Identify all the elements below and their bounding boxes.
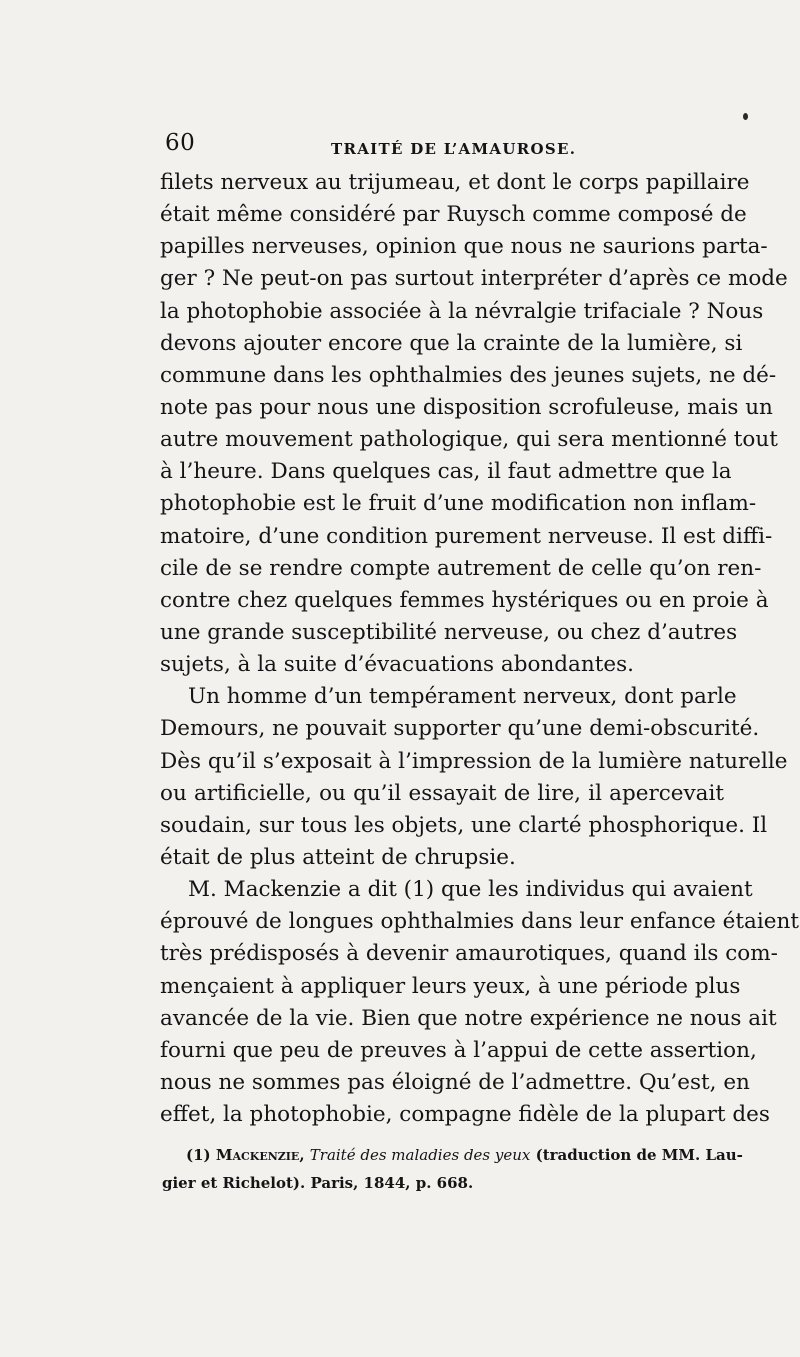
running-title: TRAITÉ DE L’AMAUROSE. — [331, 140, 577, 158]
text-line: Dès qu’il s’exposait à l’impression de la lumière naturelle — [160, 748, 788, 774]
footnote-author: Mackenzie — [215, 1146, 300, 1164]
text-line: éprouvé de longues ophthalmies dans leur enfance étaient — [160, 909, 799, 935]
footnote-line: gier et Richelot). Paris, 1844, p. 668. — [162, 1174, 474, 1192]
body-text — [160, 167, 799, 1131]
page-header — [165, 130, 725, 164]
text-line: était même considéré par Ruysch comme composé de — [160, 202, 747, 228]
text-line: matoire, d’une condition purement nerveuse. Il est diffi- — [160, 523, 773, 549]
text-line: effet, la photophobie, compagne fidèle de la plupart des — [160, 1102, 770, 1128]
paragraph-end-line: sujets, à la suite d’évacuations abondantes. — [160, 652, 634, 678]
text-line: contre chez quelques femmes hystériques ou en proie à — [160, 587, 769, 613]
footnote-separator: , — [299, 1146, 310, 1164]
text-line: papilles nerveuses, opinion que nous ne saurions parta- — [160, 234, 768, 260]
text-line: très prédisposés à devenir amaurotiques, quand ils com- — [160, 941, 778, 967]
text-line: mençaient à appliquer leurs yeux, à une période plus — [160, 973, 741, 999]
footnote-title: Traité des maladies des yeux — [309, 1146, 531, 1164]
text-line: à l’heure. Dans quelques cas, il faut admettre que la — [160, 459, 732, 485]
paragraph-end-line: était de plus atteint de chrupsie. — [160, 844, 516, 870]
text-line: fourni que peu de preuves à l’appui de cette assertion, — [160, 1037, 757, 1063]
text-line: ger ? Ne peut-on pas surtout interpréter d’après ce mode — [160, 266, 788, 292]
text-line: soudain, sur tous les objets, une clarté phosphorique. Il — [160, 812, 768, 838]
text-line: Demours, ne pouvait supporter qu’une demi-obscurité. — [160, 716, 760, 742]
footnote-details: (traduction de MM. Lau- — [530, 1146, 743, 1164]
text-line: photophobie est le fruit d’une modification non inflam- — [160, 491, 757, 517]
text-line: note pas pour nous une disposition scrofuleuse, mais un — [160, 394, 773, 420]
text-line: la photophobie associée à la névralgie trifaciale ? Nous — [160, 298, 764, 324]
text-line: commune dans les ophthalmies des jeunes sujets, ne dé- — [160, 362, 777, 388]
paragraph-start-line: Un homme d’un tempérament nerveux, dont parle — [188, 684, 737, 710]
footnote-marker: (1) — [186, 1146, 216, 1164]
paragraph-start-line: M. Mackenzie a dit (1) que les individus qui avaient — [188, 877, 753, 903]
footnote — [162, 1141, 743, 1197]
text-line: avancée de la vie. Bien que notre expérience ne nous ait — [160, 1005, 777, 1031]
text-line: filets nerveux au trijumeau, et dont le corps papillaire — [160, 170, 750, 195]
text-line: cile de se rendre compte autrement de celle qu’on ren- — [160, 555, 762, 581]
text-line: ou artificielle, ou qu’il essayait de lire, il apercevait — [160, 780, 724, 806]
page-number: 60 — [165, 130, 196, 156]
text-line: autre mouvement pathologique, qui sera mentionné tout — [160, 427, 778, 453]
text-line: nous ne sommes pas éloigné de l’admettre. Qu’est, en — [160, 1069, 750, 1095]
text-line: devons ajouter encore que la crainte de la lumière, si — [160, 330, 743, 356]
ink-speck — [743, 113, 748, 120]
text-line: une grande susceptibilité nerveuse, ou chez d’autres — [160, 619, 738, 645]
footnote-line — [162, 1141, 743, 1169]
